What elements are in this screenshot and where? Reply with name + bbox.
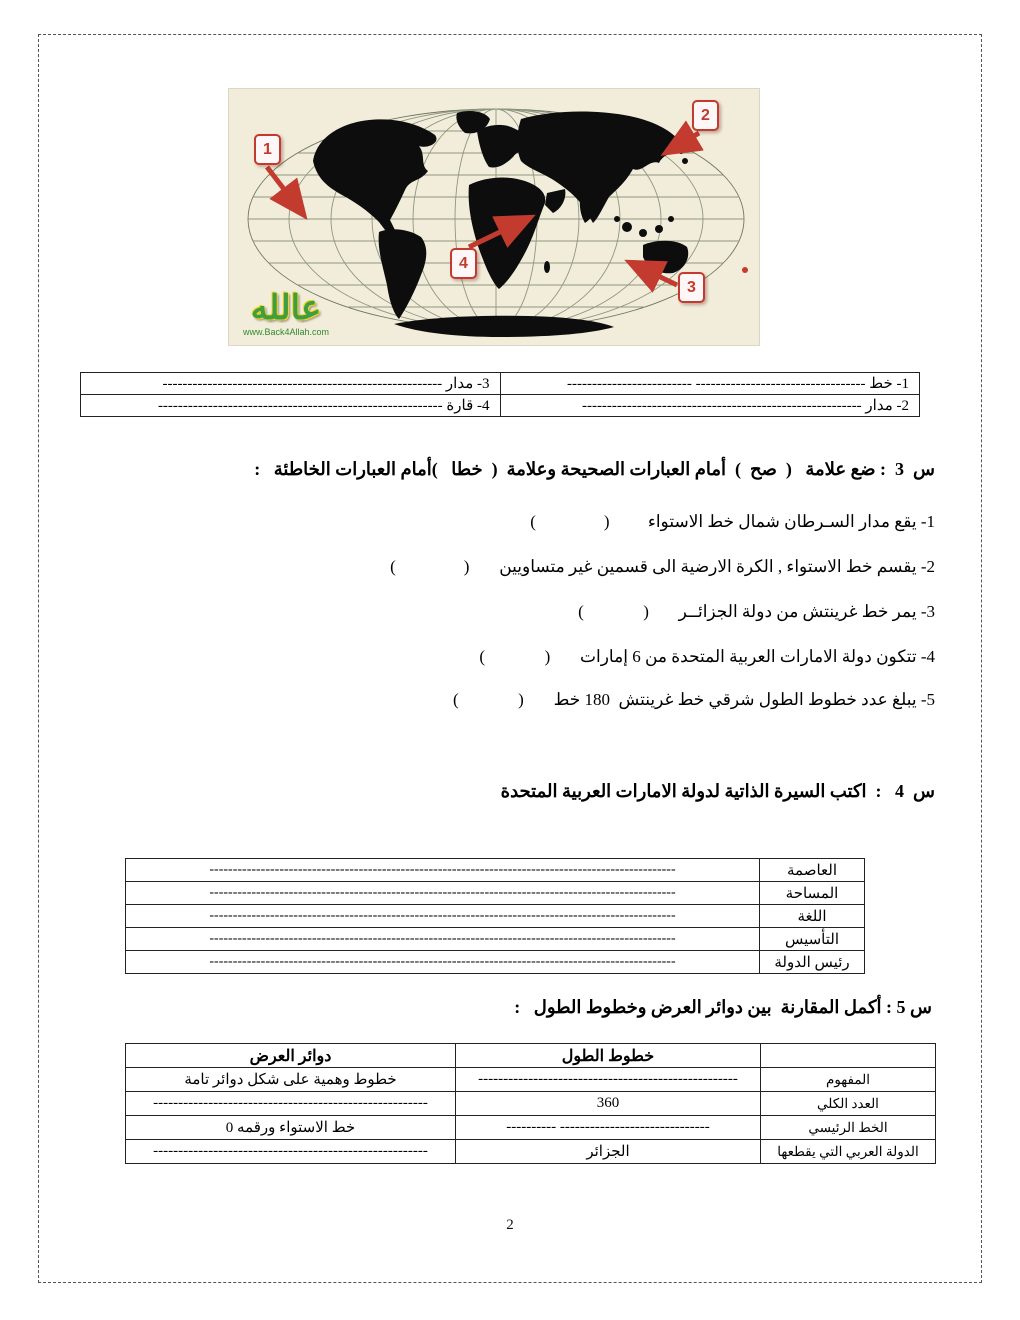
table-row xyxy=(81,373,920,395)
q3-statement-1: 1- يقع مدار السـرطان شمال خط الاستواء ( ) xyxy=(530,512,935,531)
map-callout-3: 3 xyxy=(678,272,705,303)
cmp-cat-mainline: الخط الرئيسي xyxy=(761,1116,936,1140)
table-row xyxy=(126,882,865,905)
cmp-cat-total: العدد الكلي xyxy=(761,1092,936,1116)
cmp-cat-country: الدولة العربي التي يقطعها xyxy=(761,1140,936,1164)
table-row xyxy=(126,1140,936,1164)
bio-label-capital: العاصمة xyxy=(760,859,865,882)
uae-bio-table xyxy=(125,858,865,974)
cmp-header-category xyxy=(761,1044,936,1068)
legend-cell-tropic2: 3- مدار -------------------------------------------------------- xyxy=(81,373,501,395)
question-4-heading: س 4 : اكتب السيرة الذاتية لدولة الامارات العربية المتحدة xyxy=(500,781,935,801)
table-row xyxy=(126,1116,936,1140)
bio-blank-founding: ---------------------------------------------------------------------------------------------------- xyxy=(126,928,760,951)
question-5-heading: س 5 : أكمل المقارنة بين دوائر العرض وخطوط الطول : xyxy=(514,997,932,1017)
cmp-longitude-country: الجزائر xyxy=(456,1140,761,1164)
table-row xyxy=(126,951,865,974)
table-row xyxy=(126,1068,936,1092)
map-watermark-logo xyxy=(243,291,329,337)
bio-blank-president: ---------------------------------------------------------------------------------------------------- xyxy=(126,951,760,974)
cmp-latitude-concept: خطوط وهمية على شكل دوائر تامة xyxy=(126,1068,456,1092)
cmp-header-longitude: خطوط الطول xyxy=(456,1044,761,1068)
map-continents xyxy=(313,111,704,337)
question-3-heading: س 3 : ضع علامة ( صح ) أمام العبارات الصحيحة وعلامة ( خطا )أمام العبارات الخاطئة : xyxy=(254,459,935,479)
cmp-longitude-concept: ---------------------------------------------------- xyxy=(456,1068,761,1092)
cmp-header-latitude: دوائر العرض xyxy=(126,1044,456,1068)
comparison-table xyxy=(125,1043,936,1164)
map-callout-2: 2 xyxy=(692,100,719,131)
table-header-row xyxy=(126,1044,936,1068)
cmp-longitude-mainline: ------------------------------ ---------- xyxy=(456,1116,761,1140)
bio-blank-language: ---------------------------------------------------------------------------------------------------- xyxy=(126,905,760,928)
bio-label-founding: التأسيس xyxy=(760,928,865,951)
cmp-latitude-country: ------------------------------------------------------- xyxy=(126,1140,456,1164)
q3-statement-4: 4- تتكون دولة الامارات العربية المتحدة من 6 إمارات ( ) xyxy=(479,647,935,666)
bio-label-president: رئيس الدولة xyxy=(760,951,865,974)
bio-label-language: اللغة xyxy=(760,905,865,928)
legend-cell-continent: 4- قارة --------------------------------------------------------- xyxy=(81,395,501,417)
table-row xyxy=(126,1092,936,1116)
world-map-figure xyxy=(228,88,760,346)
page-number: 2 xyxy=(506,1217,514,1233)
legend-cell-line: 1- خط ---------------------------------- ------------------------- xyxy=(500,373,920,395)
table-row xyxy=(126,928,865,951)
q3-statement-5: 5- يبلغ عدد خطوط الطول شرقي خط غرينتش 180 خط ( ) xyxy=(453,690,935,709)
map-logo-url: www.Back4Allah.com xyxy=(243,327,330,337)
q3-statement-3: 3- يمر خط غرينتش من دولة الجزائــر ( ) xyxy=(578,602,935,621)
q3-statement-2: 2- يقسم خط الاستواء , الكرة الارضية الى قسمين غير متساويين ( ) xyxy=(390,557,935,576)
bio-label-area: المساحة xyxy=(760,882,865,905)
bio-blank-capital: ---------------------------------------------------------------------------------------------------- xyxy=(126,859,760,882)
bio-blank-area: ---------------------------------------------------------------------------------------------------- xyxy=(126,882,760,905)
table-row xyxy=(126,859,865,882)
map-logo-text: عالله xyxy=(250,290,322,328)
map-callout-4: 4 xyxy=(450,248,477,279)
map-red-dot xyxy=(742,267,748,273)
map-legend-table xyxy=(80,372,920,417)
cmp-latitude-total: ------------------------------------------------------- xyxy=(126,1092,456,1116)
cmp-longitude-total: 360 xyxy=(456,1092,761,1116)
table-row xyxy=(81,395,920,417)
cmp-latitude-mainline: خط الاستواء ورقمه 0 xyxy=(126,1116,456,1140)
cmp-cat-concept: المفهوم xyxy=(761,1068,936,1092)
table-row xyxy=(126,905,865,928)
map-callout-1: 1 xyxy=(254,134,281,165)
legend-cell-tropic1: 2- مدار -------------------------------------------------------- xyxy=(500,395,920,417)
